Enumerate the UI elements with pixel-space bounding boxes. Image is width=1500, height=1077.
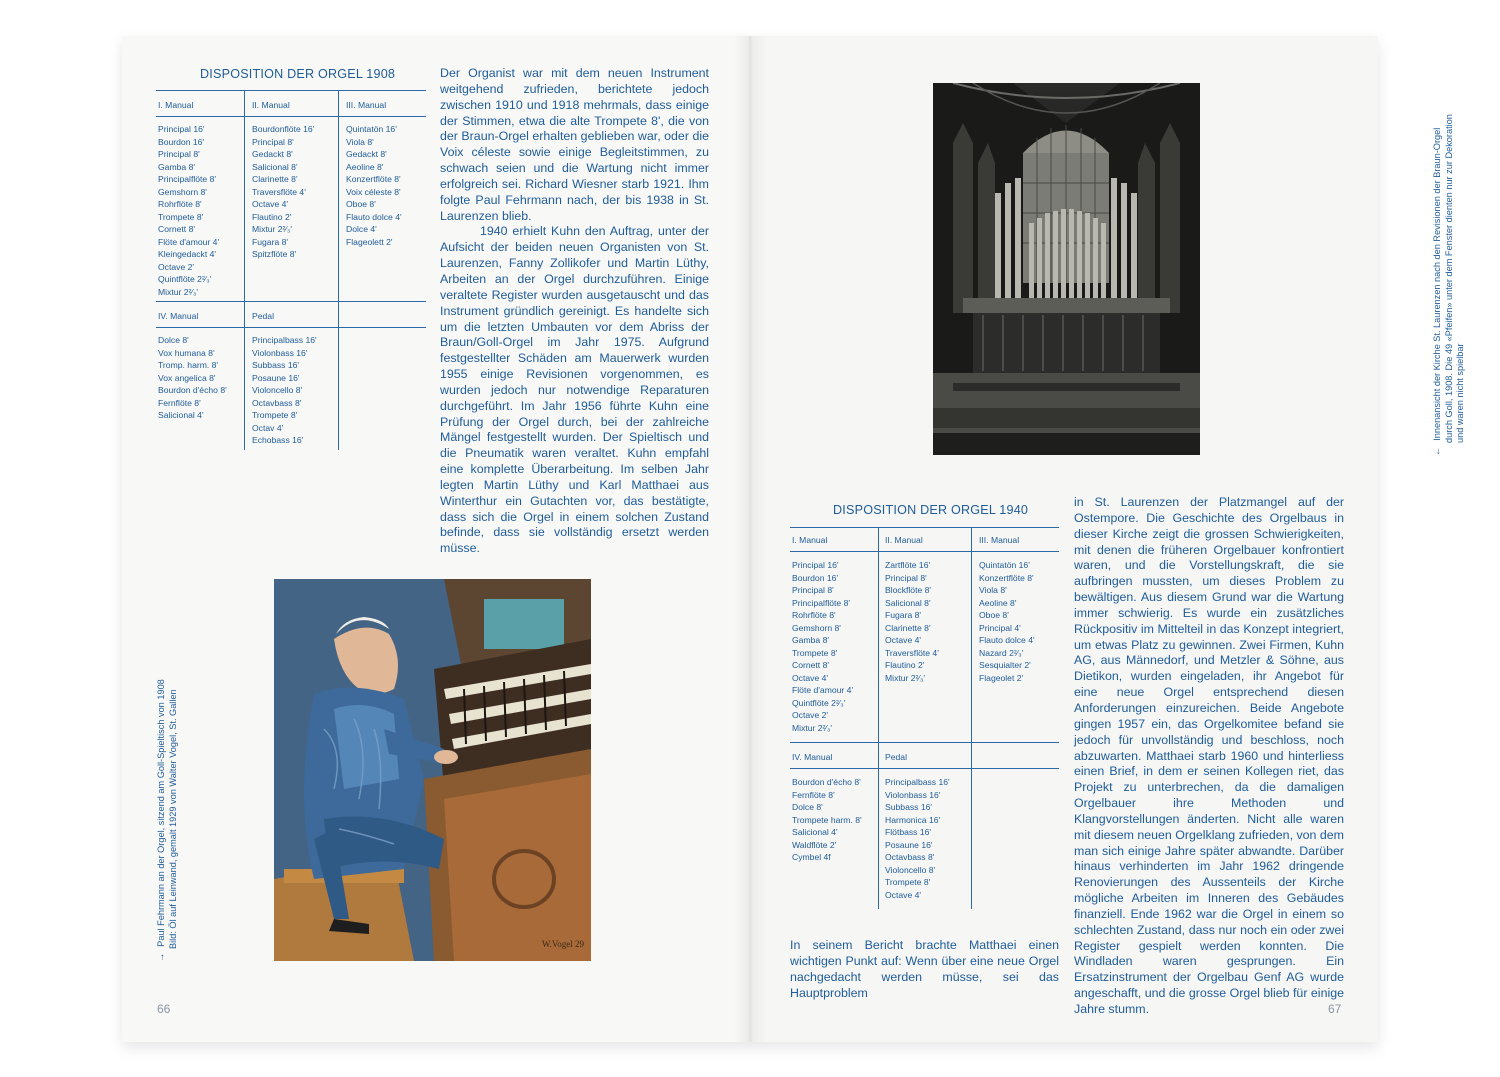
- table-rule: [790, 768, 1059, 769]
- column-divider: [971, 527, 972, 909]
- register-item: Octave 4': [885, 635, 922, 645]
- register-item: Principal 8': [252, 136, 294, 147]
- register-item: Octave 2': [158, 261, 195, 272]
- register-item: Gemshorn 8': [158, 186, 207, 197]
- register-list-manual-3: [979, 559, 1035, 684]
- register-item: Violoncello 8': [885, 864, 936, 875]
- column-header-pedal: Pedal: [252, 311, 274, 321]
- register-item: Flauto dolce 4': [346, 211, 402, 222]
- register-list-manual-4: [158, 334, 227, 422]
- figure-caption-church: [1432, 114, 1467, 456]
- register-item: Principal 8': [792, 585, 834, 595]
- register-item: Quintatön 16': [346, 124, 397, 134]
- register-item: Clarinette 8': [885, 622, 931, 633]
- register-item: Cornett 8': [158, 224, 195, 234]
- register-item: Fernflöte 8': [158, 397, 201, 408]
- register-item: Nazard 2²⁄₃': [979, 647, 1024, 658]
- register-list-pedal: [252, 334, 317, 447]
- register-list-manual-2: [885, 559, 939, 684]
- register-item: Trompete 8': [158, 211, 204, 222]
- register-item: Aeoline 8': [346, 161, 384, 172]
- register-item: Gamba 8': [158, 161, 195, 172]
- caption-line: durch Goll, 1908. Die 49 «Pfeifen» unter dem Fenster dienten nur zur Dekoration: [1443, 114, 1454, 443]
- painting-signature: W.Vogel 29: [542, 939, 585, 949]
- register-item: Bourdon 16': [792, 572, 839, 583]
- column-divider: [244, 90, 245, 450]
- register-item: Trompete 8': [792, 647, 838, 658]
- register-item: Violoncello 8': [252, 385, 303, 395]
- register-item: Posaune 16': [252, 372, 300, 383]
- register-item: Principal 8': [158, 149, 200, 159]
- register-item: Mixtur 2²⁄₃': [252, 224, 292, 234]
- register-item: Dolce 4': [346, 224, 377, 234]
- register-item: Gemshorn 8': [792, 622, 841, 633]
- table-rule: [156, 116, 426, 117]
- register-item: Viola 8': [346, 136, 374, 147]
- column-header-pedal: Pedal: [885, 752, 907, 762]
- register-item: Quintflöte 2²⁄₃': [158, 274, 212, 284]
- column-header-manual-2: II. Manual: [252, 100, 290, 110]
- register-item: Principal 4': [979, 622, 1021, 633]
- register-item: Trompete 8': [885, 877, 931, 887]
- register-item: Quintflöte 2²⁄₃': [792, 697, 846, 708]
- paragraph: 1940 erhielt Kuhn den Auftrag, unter der Aufsicht der beiden neuen Organisten von St. Laurenzen, Fanny Zollikofer und Martin Lüthy, Arbeiten an der Orgel durchzuführen. Einige veraltete Register wurden ausgetauscht und das Instrument gründlich gereinigt. Es handelte sich um die letzten Umbauten vor dem Abriss der Braun/Goll-Orgel im Jahr 1975. Aufgrund festgestellter Schäden am Mauerwerk wurden 1955 einige Revisionen vorgenommen, es wurden jedoch nur notwendige Reparaturen durchgeführt. Im Jahr 1956 führte Kuhn eine Prüfung der Orgel durch, bei der zahlreiche Mängel festgestellt wurden. Der Spieltisch und die Pneumatik waren veraltet. Kuhn empfahl eine komplette Überarbeitung. Im selben Jahr legten Martin Lüthy und Karl Matthaei aus Winterthur ein Gutachten vor, das bestätigte, dass sich die Orgel in einem solchen Zustand befinde, dass sie vollständig ersetzt werden müsse.: [440, 224, 709, 556]
- register-item: Flageolet 2': [979, 672, 1024, 683]
- register-item: Octave 4': [885, 889, 922, 900]
- register-item: Rohrflöte 8': [158, 199, 202, 209]
- table-rule: [790, 551, 1059, 552]
- register-item: Flöte d'amour 4': [792, 685, 854, 695]
- register-item: Harmonica 16': [885, 814, 941, 825]
- register-item: Bourdon d'écho 8': [158, 385, 227, 395]
- register-item: Trompete harm. 8': [792, 814, 862, 825]
- register-item: Traversflöte 4': [885, 647, 939, 658]
- register-item: Octavbass 8': [252, 397, 302, 408]
- register-item: Clarinette 8': [252, 174, 298, 184]
- register-item: Principalflöte 8': [792, 597, 851, 608]
- register-item: Gedackt 8': [252, 149, 293, 159]
- register-item: Quintatön 16': [979, 560, 1030, 570]
- register-item: Fugara 8': [252, 236, 289, 247]
- paragraph: Der Organist war mit dem neuen Instrument weitgehend zufrieden, berichtete jedoch zwischen 1910 und 1918 mehrmals, dass einige der Stimmen, etwa die alte Trompete 8', die von der Braun-Orgel erhalten geblieben war, oder die Voix céleste sowie einige Begleitstimmen, zu schwach seien und die Wartung nicht immer erfolgreich sei. Richard Wiesner starb 1921. Ihm folgte Paul Fehrmann nach, der bis 1938 in St. Laurenzen blieb.: [440, 66, 709, 223]
- caption-line: Bild: Öl auf Leinwand, gemalt 1929 von Walter Vogel, St. Gallen: [167, 689, 178, 949]
- register-item: Viola 8': [979, 585, 1007, 595]
- register-item: Konzertflöte 8': [346, 174, 401, 184]
- register-list-manual-2: [252, 123, 314, 261]
- church-interior-photo: [933, 83, 1200, 455]
- disposition-title: DISPOSITION DER ORGEL 1940: [833, 503, 1029, 517]
- register-item: Rohrflöte 8': [792, 610, 836, 620]
- register-item: Octavbass 8': [885, 852, 935, 862]
- register-item: Flautino 2': [885, 660, 925, 670]
- book-spread: [122, 36, 1465, 1042]
- register-item: Flauto dolce 4': [979, 635, 1035, 645]
- register-list-manual-4: [792, 776, 862, 864]
- column-header-manual-1: I. Manual: [792, 535, 828, 545]
- register-item: Octave 4': [252, 199, 289, 209]
- register-item: Vox angelica 8': [158, 372, 216, 383]
- register-item: Traversflöte 4': [252, 186, 306, 197]
- register-item: Flautino 2': [252, 211, 292, 222]
- register-item: Tromp. harm. 8': [158, 360, 219, 370]
- register-item: Fugara 8': [885, 610, 922, 620]
- register-list-pedal: [885, 776, 950, 901]
- register-item: Gamba 8': [792, 635, 829, 645]
- register-item: Fernflöte 8': [792, 789, 835, 800]
- register-item: Principalbass 16': [885, 777, 950, 787]
- register-list-manual-1: [158, 123, 219, 298]
- caption-line: Innenansicht der Kirche St. Laurenzen nach den Revisionen der Braun-Orgel: [1432, 127, 1442, 441]
- column-header-manual-1: I. Manual: [158, 100, 194, 110]
- register-item: Principal 16': [158, 124, 205, 134]
- disposition-title: DISPOSITION DER ORGEL 1908: [200, 67, 396, 81]
- column-header-manual-3: III. Manual: [979, 535, 1020, 545]
- table-rule: [156, 327, 426, 328]
- page-number: 67: [1328, 1002, 1342, 1016]
- register-item: Bourdonflöte 16': [252, 124, 315, 134]
- table-rule: [156, 301, 426, 302]
- table-rule: [156, 90, 426, 91]
- register-item: Principal 16': [792, 560, 839, 570]
- column-header-manual-4: IV. Manual: [792, 752, 833, 762]
- register-item: Octav 4': [252, 422, 284, 433]
- register-item: Flötbass 16': [885, 827, 932, 837]
- register-item: Salicional 8': [885, 597, 931, 608]
- register-item: Posaune 16': [885, 839, 933, 850]
- table-rule: [790, 742, 1059, 743]
- register-item: Salicional 4': [158, 410, 204, 420]
- register-item: Konzertflöte 8': [979, 572, 1034, 583]
- register-item: Principalbass 16': [252, 335, 317, 345]
- register-item: Sesquialter 2': [979, 660, 1031, 670]
- register-item: Bourdon 16': [158, 136, 205, 147]
- book-gutter: [734, 36, 766, 1042]
- arrow-right-icon: →: [156, 952, 166, 962]
- register-item: Mixtur 2²⁄₃': [792, 722, 832, 733]
- register-item: Subbass 16': [885, 802, 933, 812]
- register-item: Violonbass 16': [885, 789, 941, 800]
- body-text-left: [440, 66, 709, 557]
- arrow-left-icon: ←: [1432, 446, 1442, 456]
- body-text-right-bottom-left: In seinem Bericht brachte Matthaei einen wichtigen Punkt auf: Wenn über eine neue Orgel nachgedacht werden müsse, sei das Hauptproblem: [790, 938, 1059, 1000]
- register-item: Spitzflöte 8': [252, 249, 297, 259]
- column-divider: [338, 90, 339, 450]
- register-item: Trompete 8': [252, 410, 298, 420]
- register-list-manual-3: [346, 123, 402, 248]
- body-text-right-column: in St. Laurenzen der Platzmangel auf der Ostempore. Die Geschichte des Orgelbaus in dieser Kirche zeigt die grossen Schwierigkeiten, mit denen die früheren Orgelbauer konfrontiert waren, und die Vorstellungskraft, die sie aufbringen mussten, um dieses Problem zu bewältigen. Aus diesem Grund war die Wartung immer schwierig. Es wurde ein zusätzliches Rückpositiv im Mittelteil in das Konzept integriert, um etwas Platz zu gewinnen. Zwei Firmen, Kuhn AG, aus Männedorf, und Metzler & Söhne, aus Dietikon, wurden eingeladen, ihr Angebot für eine neue Orgel entsprechend diesen Anforderungen einzureichen. Beide Angebote gingen 1957 ein, das Orgelkomitee befand sie jedoch für unvollständig und beschloss, noch abzuwarten. Matthaei starb 1960 und hinterliess einen Brief, in dem er seinen Kollegen riet, das Projekt zu unterbrechen, da die damaligen Orgelbauer ihre Methoden und Klangvorstellungen änderten. Nicht alle waren mit diesem neuen Orgelklang zufrieden, von dem man sich einige Jahre später abwandte. Darüber hinaus verhinderten im Jahr 1962 dringende Renovierungen des Aussenteils der Kirche mögliche Arbeiten im Inneren des Gebäudes finanziell. Ende 1962 war die Orgel in einem so schlechten Zustand, dass nur noch ein oder zwei Register gespielt werden konnten. Die Windladen waren gesprungen. Ein Ersatzinstrument der Orgelbau Genf AG wurde angeschafft, und die grosse Orgel blieb für einige Jahre stumm.: [1074, 495, 1344, 1016]
- register-item: Vox humana 8': [158, 347, 215, 358]
- organist-painting: [274, 579, 591, 961]
- register-item: Aeoline 8': [979, 597, 1017, 608]
- register-item: Dolce 8': [158, 335, 189, 345]
- register-item: Subbass 16': [252, 360, 300, 370]
- register-item: Mixtur 2²⁄₃': [158, 286, 198, 297]
- column-header-manual-2: II. Manual: [885, 535, 923, 545]
- register-item: Violonbass 16': [252, 347, 308, 358]
- column-divider: [878, 527, 879, 909]
- register-item: Salicional 8': [252, 161, 298, 172]
- register-item: Oboe 8': [979, 610, 1009, 620]
- register-item: Oboe 8': [346, 199, 376, 209]
- register-item: Zartflöte 16': [885, 560, 931, 570]
- caption-line: und waren nicht spielbar: [1455, 343, 1465, 443]
- register-item: Blockflöte 8': [885, 585, 932, 595]
- register-item: Gedackt 8': [346, 149, 387, 159]
- register-item: Flageolett 2': [346, 236, 393, 247]
- register-item: Voix céleste 8': [346, 186, 401, 197]
- register-item: Mixtur 2²⁄₃': [885, 672, 925, 683]
- register-list-manual-1: [792, 559, 853, 734]
- register-item: Salicional 4': [792, 827, 838, 837]
- figure-caption-painting: [156, 679, 179, 962]
- register-item: Dolce 8': [792, 802, 823, 812]
- register-item: Waldflöte 2': [792, 839, 837, 850]
- page-number: 66: [157, 1002, 171, 1016]
- register-item: Cornett 8': [792, 660, 829, 670]
- register-item: Flöte d'amour 4': [158, 236, 220, 247]
- column-header-manual-4: IV. Manual: [158, 311, 199, 321]
- table-rule: [790, 527, 1059, 528]
- register-item: Octave 2': [792, 710, 829, 720]
- column-header-manual-3: III. Manual: [346, 100, 387, 110]
- register-item: Octave 4': [792, 672, 829, 683]
- register-item: Echobass 16': [252, 435, 304, 445]
- register-item: Principalflöte 8': [158, 174, 217, 184]
- register-item: Bourdon d'écho 8': [792, 777, 861, 787]
- register-item: Principal 8': [885, 572, 927, 583]
- register-item: Kleingedackt 4': [158, 249, 217, 259]
- register-item: Cymbel 4f: [792, 852, 831, 862]
- caption-line: Paul Fehrmann an der Orgel, sitzend am Goll-Spieltisch von 1908: [156, 679, 166, 947]
